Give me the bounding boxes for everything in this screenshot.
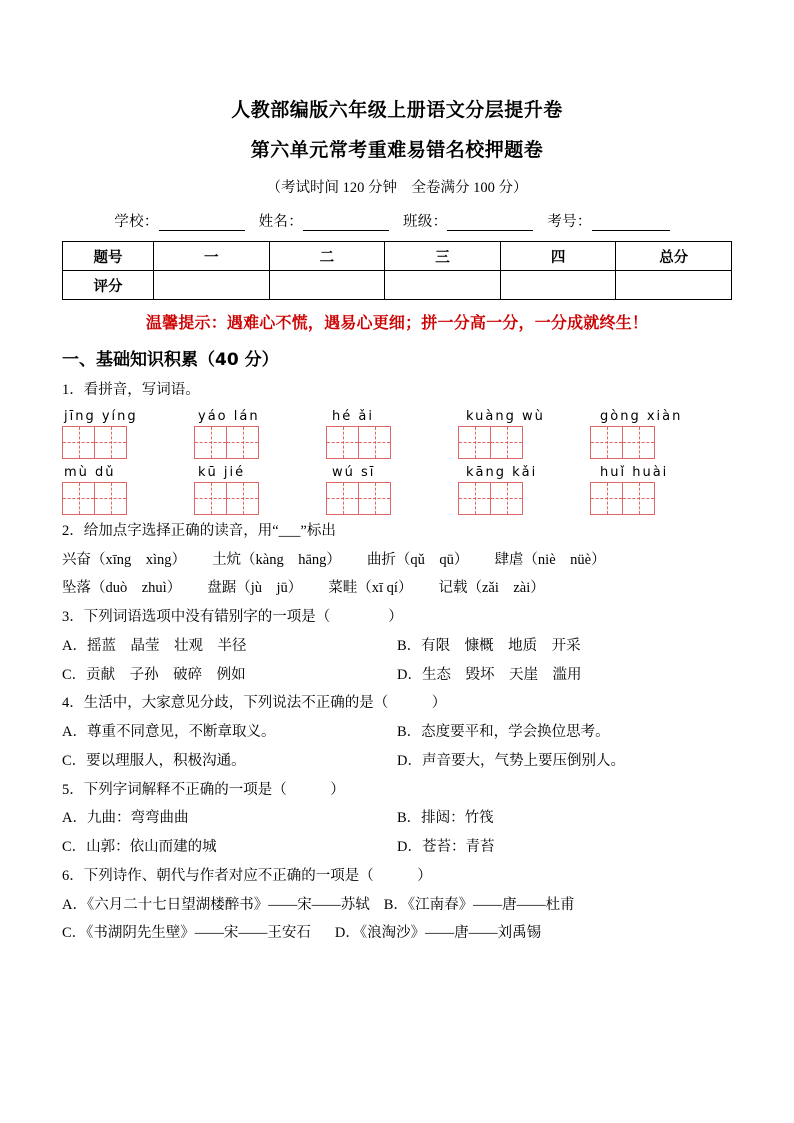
question-6-options-line-2 [62, 923, 732, 945]
writing-grid-group[interactable] [194, 426, 326, 459]
question-2: 2．给加点字选择正确的读音，用“___”标出 [62, 522, 336, 539]
field-class-input[interactable] [447, 230, 533, 231]
field-school-label: 学校： [114, 214, 159, 230]
student-info-line [62, 210, 732, 231]
question-3-options-line-1 [62, 636, 732, 658]
option-b[interactable]: B．有限 慷概 地质 开采 [397, 637, 581, 654]
field-school [114, 214, 244, 230]
question-4-options-line-1 [62, 722, 732, 744]
score-table-cell: 一 [154, 242, 270, 271]
question-5-options-line-2 [62, 837, 732, 859]
paper-title-line2: 第六单元常考重难易错名校押题卷 [250, 139, 544, 161]
field-exam-no [547, 214, 669, 230]
option-c[interactable]: C．要以理服人，积极沟通。 [62, 752, 246, 769]
section-heading-1: 一、基础知识积累（40 分） [62, 350, 279, 370]
writing-grid-group[interactable] [326, 482, 458, 515]
tianzige-cell[interactable] [94, 426, 127, 459]
pinyin-choice[interactable]: 盘踞（jù jū） [207, 580, 303, 597]
score-input-cell[interactable] [385, 271, 501, 300]
score-input-cell[interactable] [269, 271, 385, 300]
option-d[interactable]: D．生态 毁坏 天崖 滥用 [397, 666, 582, 683]
field-class [403, 214, 533, 230]
question-4-options-line-2 [62, 751, 732, 773]
pinyin-label: kū jié [198, 464, 246, 480]
pinyin-row-2 [62, 465, 732, 480]
score-table-cell: 题号 [63, 242, 154, 271]
warm-tip: 温馨提示：遇难心不慌，遇易心更细；拼一分高一分，一分成就终生！ [145, 313, 649, 332]
question-1: 1．看拼音，写词语。 [62, 382, 200, 398]
writing-grid-group[interactable] [458, 426, 590, 459]
pinyin-row-1 [62, 409, 732, 424]
tianzige-cell[interactable] [62, 426, 95, 459]
writing-grid-row-1 [62, 426, 732, 459]
score-input-cell[interactable] [500, 271, 616, 300]
field-name-input[interactable] [303, 230, 389, 231]
pinyin-label: jīng yíng [64, 408, 138, 424]
tianzige-cell[interactable] [226, 482, 259, 515]
tianzige-cell[interactable] [194, 426, 227, 459]
score-table-cell: 三 [385, 242, 501, 271]
question-5: 5．下列字词解释不正确的一项是（ ） [62, 781, 345, 798]
score-table [62, 241, 732, 300]
writing-grid-group[interactable] [590, 426, 722, 459]
exam-info: （考试时间 120 分钟 全卷满分 100 分） [266, 180, 528, 196]
tianzige-cell[interactable] [622, 482, 655, 515]
writing-grid-group[interactable] [326, 426, 458, 459]
pinyin-label: mù dǔ [64, 464, 116, 480]
writing-grid-group[interactable] [62, 426, 194, 459]
tianzige-cell[interactable] [326, 482, 359, 515]
option-b[interactable]: B．态度要平和，学会换位思考。 [397, 724, 610, 740]
tianzige-cell[interactable] [458, 426, 491, 459]
tianzige-cell[interactable] [590, 482, 623, 515]
option-b[interactable]: B．排闼：竹筏 [397, 810, 494, 827]
pinyin-label: huǐ huài [600, 464, 669, 480]
option-c[interactable]: C．《书湖阴先生壁》——宋——王安石 [62, 925, 311, 942]
writing-grid-group[interactable] [194, 482, 326, 515]
option-c[interactable]: C．贡献 子孙 破碎 例如 [62, 666, 246, 683]
question-4: 4．生活中，大家意见分歧，下列说法不正确的是（ ） [62, 695, 447, 712]
question-5-options-line-1 [62, 808, 732, 830]
option-d[interactable]: D．声音要大，气势上要压倒别人。 [397, 752, 625, 769]
pinyin-choice[interactable]: 土炕（kàng hāng） [212, 551, 341, 568]
writing-grid-group[interactable] [458, 482, 590, 515]
field-exam-no-input[interactable] [592, 230, 670, 231]
pinyin-label: yáo lán [198, 408, 260, 424]
score-input-cell[interactable] [616, 271, 732, 300]
writing-grid-group[interactable] [62, 482, 194, 515]
field-name-label: 姓名： [258, 214, 304, 230]
option-a[interactable]: A．九曲：弯弯曲曲 [62, 810, 189, 827]
option-d[interactable]: D．苍苔：青苔 [397, 839, 495, 855]
question-2-line-1 [62, 550, 732, 572]
pinyin-choice[interactable]: 兴奋（xīng xìng） [62, 551, 187, 568]
tianzige-cell[interactable] [62, 482, 95, 515]
option-a[interactable]: A．《六月二十七日望湖楼醉书》——宋——苏轼 [62, 896, 370, 913]
question-3: 3．下列词语选项中没有错别字的一项是（ ） [62, 609, 403, 625]
score-input-cell[interactable] [154, 271, 270, 300]
tianzige-cell[interactable] [194, 482, 227, 515]
option-a[interactable]: A．摇蓝 晶莹 壮观 半径 [62, 637, 247, 654]
tianzige-cell[interactable] [358, 426, 391, 459]
option-a[interactable]: A．尊重不同意见，不断章取义。 [62, 724, 276, 740]
field-name [259, 214, 389, 230]
score-table-cell: 二 [269, 242, 385, 271]
paper-title-line1: 人教部编版六年级上册语文分层提升卷 [231, 99, 563, 121]
pinyin-choice[interactable]: 记载（zǎi zài） [438, 580, 545, 597]
writing-grid-row-2 [62, 482, 732, 515]
score-table-cell: 总分 [616, 242, 732, 271]
option-c[interactable]: C．山郭：依山而建的城 [62, 839, 217, 855]
pinyin-choice[interactable]: 肆虐（niè nüè） [494, 551, 606, 568]
pinyin-choice[interactable]: 曲折（qǔ qū） [366, 551, 469, 568]
tianzige-cell[interactable] [458, 482, 491, 515]
tianzige-cell[interactable] [226, 426, 259, 459]
field-school-input[interactable] [159, 230, 245, 231]
writing-grid-group[interactable] [590, 482, 722, 515]
tianzige-cell[interactable] [590, 426, 623, 459]
pinyin-label: hé ǎi [332, 408, 374, 424]
pinyin-label: gòng xiàn [600, 408, 683, 424]
table-row [63, 242, 732, 271]
field-class-label: 班级： [402, 214, 448, 230]
score-table-cell: 评分 [63, 271, 154, 300]
question-6: 6．下列诗作、朝代与作者对应不正确的一项是（ ） [62, 867, 432, 884]
tianzige-cell[interactable] [490, 482, 523, 515]
pinyin-choice[interactable]: 坠落（duò zhuì） [62, 580, 182, 597]
option-b[interactable]: B．《江南春》——唐——杜甫 [383, 896, 575, 913]
pinyin-label: wú sī [332, 464, 376, 480]
pinyin-choice[interactable]: 菜畦（xī qí） [328, 580, 413, 597]
field-exam-no-label: 考号： [547, 214, 592, 230]
score-table-cell: 四 [500, 242, 616, 271]
pinyin-label: kāng kǎi [466, 464, 538, 480]
question-2-line-2 [62, 578, 732, 600]
tianzige-cell[interactable] [358, 482, 391, 515]
tianzige-cell[interactable] [326, 426, 359, 459]
tianzige-cell[interactable] [622, 426, 655, 459]
table-row [63, 271, 732, 300]
question-3-options-line-2 [62, 665, 732, 687]
pinyin-label: kuàng wù [466, 408, 545, 424]
option-d[interactable]: D．《浪淘沙》——唐——刘禹锡 [334, 925, 542, 942]
tianzige-cell[interactable] [94, 482, 127, 515]
question-6-options-line-1 [62, 895, 732, 917]
tianzige-cell[interactable] [490, 426, 523, 459]
